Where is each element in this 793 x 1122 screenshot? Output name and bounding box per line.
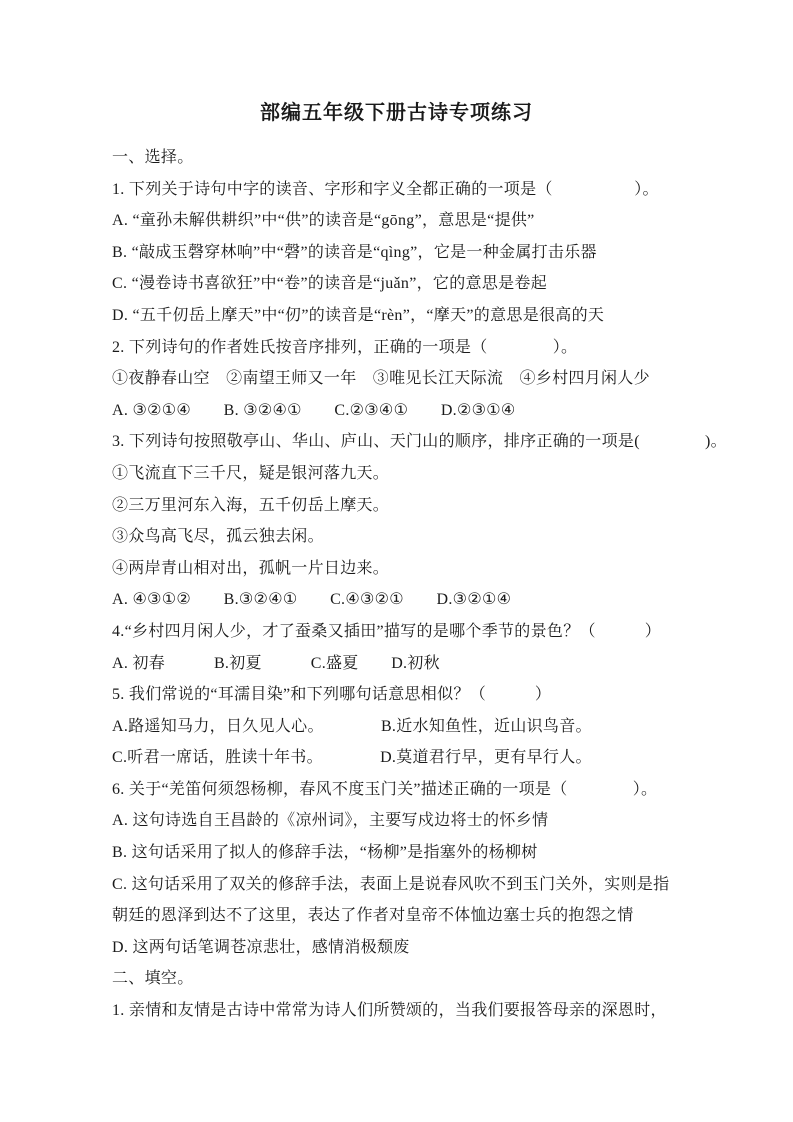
question-1-option-a: A. “童孙未解供耕织”中“供”的读音是“gōng”，意思是“提供” bbox=[112, 212, 535, 230]
section-2-heading: 二、填空。 bbox=[112, 970, 194, 988]
question-1-option-c: C. “漫卷诗书喜欲狂”中“卷”的读音是“juǎn”，它的意思是卷起 bbox=[112, 275, 548, 293]
question-4-options: A. 初春 B.初夏 C.盛夏 D.初秋 bbox=[112, 654, 440, 672]
question-2-options: A. ③②①④ B. ③②④① C.②③④① D.②③①④ bbox=[112, 401, 516, 419]
question-5-options-cd: C.听君一席话，胜读十年书。 D.莫道君行早，更有早行人。 bbox=[112, 749, 592, 767]
question-3-item-4: ④两岸青山相对出，孤帆一片日边来。 bbox=[112, 559, 390, 577]
question-1-option-b: B. “敲成玉磬穿林响”中“磬”的读音是“qìng”，它是一种金属打击乐器 bbox=[112, 243, 597, 261]
question-6-option-a: A. 这句诗选自王昌龄的《凉州词》，主要写戍边将士的怀乡情 bbox=[112, 812, 549, 830]
question-3: 3. 下列诗句按照敬亭山、华山、庐山、天门山的顺序，排序正确的一项是( )。 bbox=[112, 433, 727, 451]
question-2-items: ①夜静春山空 ②南望王师又一年 ③唯见长江天际流 ④乡村四月闲人少 bbox=[112, 370, 650, 388]
question-3-options: A. ④③①② B.③②④① C.④③②① D.③②①④ bbox=[112, 591, 512, 609]
section-2-question-1: 1. 亲情和友情是古诗中常常为诗人们所赞颂的，当我们要报答母亲的深恩时， bbox=[112, 1002, 667, 1020]
question-5-options-ab: A.路遥知马力，日久见人心。 B.近水知鱼性，近山识鸟音。 bbox=[112, 717, 592, 735]
question-3-item-3: ③众鸟高飞尽，孤云独去闲。 bbox=[112, 528, 324, 546]
question-3-item-1: ①飞流直下三千尺，疑是银河落九天。 bbox=[112, 464, 390, 482]
question-6-option-d: D. 这两句话笔调苍凉悲壮，感情消极颓废 bbox=[112, 938, 410, 956]
question-2: 2. 下列诗句的作者姓氏按音序排列，正确的一项是（ ）。 bbox=[112, 338, 578, 356]
question-6-option-c-line-2: 朝廷的恩泽到达不了这里，表达了作者对皇帝不体恤边塞士兵的抱怨之情 bbox=[112, 907, 634, 925]
question-1: 1. 下列关于诗句中字的读音、字形和字义全都正确的一项是（ ）。 bbox=[112, 180, 659, 198]
question-6-option-c-line-1: C. 这句话采用了双关的修辞手法，表面上是说春风吹不到玉门关外，实则是指 bbox=[112, 875, 670, 893]
question-1-option-d: D. “五千仞岳上摩天”中“仞”的读音是“rèn”，“摩天”的意思是很高的天 bbox=[112, 306, 605, 324]
section-1-heading: 一、选择。 bbox=[112, 149, 194, 166]
question-3-item-2: ②三万里河东入海，五千仞岳上摩天。 bbox=[112, 496, 390, 514]
question-6: 6. 关于“羌笛何须怨杨柳，春风不度玉门关”描述正确的一项是（ ）。 bbox=[112, 780, 658, 798]
worksheet-body bbox=[0, 142, 793, 1027]
question-4: 4.“乡村四月闲人少，才了蚕桑又插田”描写的是哪个季节的景色？（ ） bbox=[112, 622, 662, 640]
page-title: 部编五年级下册古诗专项练习 bbox=[260, 102, 533, 124]
question-6-option-b: B. 这句话采用了拟人的修辞手法，“杨柳”是指塞外的杨柳树 bbox=[112, 844, 538, 862]
question-5: 5. 我们常说的“耳濡目染”和下列哪句话意思相似？（ ） bbox=[112, 686, 552, 704]
